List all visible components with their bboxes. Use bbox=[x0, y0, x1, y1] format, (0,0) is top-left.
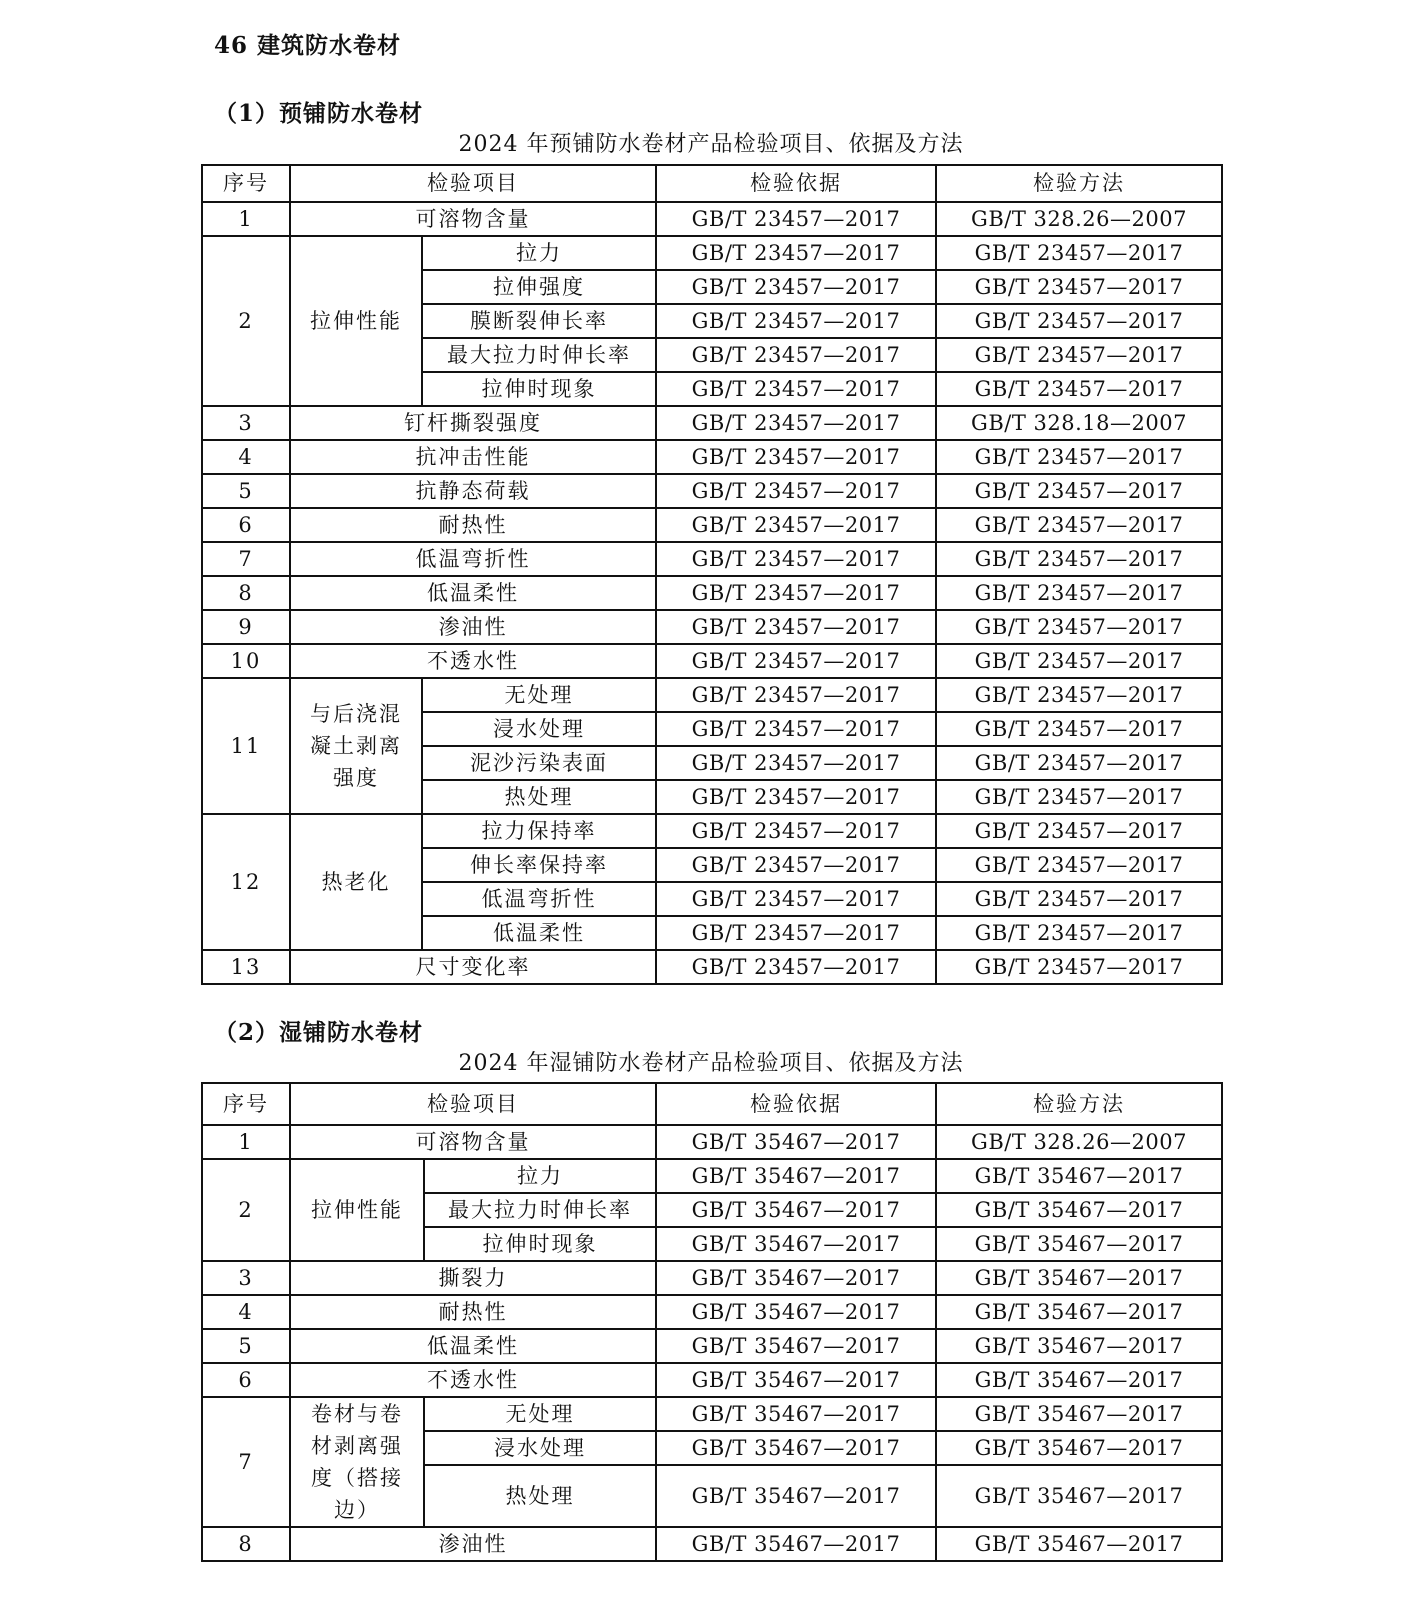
row-basis: GB/T 35467—2017 bbox=[656, 1125, 936, 1159]
row-basis: GB/T 35467—2017 bbox=[656, 1527, 936, 1561]
row-method: GB/T 23457—2017 bbox=[936, 338, 1222, 372]
table-row bbox=[202, 1363, 1222, 1397]
row-method: GB/T 328.26—2007 bbox=[936, 1125, 1222, 1159]
row-no: 8 bbox=[202, 1527, 290, 1561]
header-basis: 检验依据 bbox=[656, 165, 936, 202]
row-basis: GB/T 35467—2017 bbox=[656, 1397, 936, 1431]
row-no: 2 bbox=[202, 1159, 290, 1261]
row-basis: GB/T 35467—2017 bbox=[656, 1193, 936, 1227]
row-no: 6 bbox=[202, 1363, 290, 1397]
table-row bbox=[202, 576, 1222, 610]
row-subitem: 无处理 bbox=[422, 678, 656, 712]
header-basis: 检验依据 bbox=[656, 1083, 936, 1125]
row-group: 与后浇混凝土剥离强度 bbox=[290, 678, 422, 814]
row-subitem: 浸水处理 bbox=[424, 1431, 656, 1465]
row-item: 不透水性 bbox=[290, 644, 656, 678]
section1-table-caption: 2024 年预铺防水卷材产品检验项目、依据及方法 bbox=[458, 132, 964, 157]
row-subitem: 低温弯折性 bbox=[422, 882, 656, 916]
row-basis: GB/T 23457—2017 bbox=[656, 644, 936, 678]
table-row bbox=[202, 950, 1222, 984]
row-no: 12 bbox=[202, 814, 290, 950]
row-subitem: 拉力保持率 bbox=[422, 814, 656, 848]
row-no: 2 bbox=[202, 236, 290, 406]
row-method: GB/T 23457—2017 bbox=[936, 372, 1222, 406]
row-subitem: 低温柔性 bbox=[422, 916, 656, 950]
row-method: GB/T 23457—2017 bbox=[936, 474, 1222, 508]
header-no: 序号 bbox=[202, 165, 290, 202]
row-method: GB/T 23457—2017 bbox=[936, 848, 1222, 882]
row-subitem: 拉伸时现象 bbox=[422, 372, 656, 406]
row-method: GB/T 23457—2017 bbox=[936, 270, 1222, 304]
row-basis: GB/T 23457—2017 bbox=[656, 338, 936, 372]
row-method: GB/T 23457—2017 bbox=[936, 814, 1222, 848]
row-basis: GB/T 23457—2017 bbox=[656, 508, 936, 542]
row-group: 拉伸性能 bbox=[290, 1159, 424, 1261]
row-item: 低温弯折性 bbox=[290, 542, 656, 576]
section1-heading: （1）预铺防水卷材 bbox=[214, 100, 424, 127]
row-no: 7 bbox=[202, 1397, 290, 1527]
header-no: 序号 bbox=[202, 1083, 290, 1125]
row-basis: GB/T 35467—2017 bbox=[656, 1261, 936, 1295]
row-item: 低温柔性 bbox=[290, 1329, 656, 1363]
row-basis: GB/T 23457—2017 bbox=[656, 406, 936, 440]
row-method: GB/T 23457—2017 bbox=[936, 712, 1222, 746]
page-heading: 46 建筑防水卷材 bbox=[214, 32, 402, 59]
row-subitem: 膜断裂伸长率 bbox=[422, 304, 656, 338]
row-subitem: 最大拉力时伸长率 bbox=[424, 1193, 656, 1227]
row-basis: GB/T 35467—2017 bbox=[656, 1465, 936, 1527]
row-no: 4 bbox=[202, 440, 290, 474]
row-group: 卷材与卷材剥离强度（搭接边） bbox=[290, 1397, 424, 1527]
row-no: 1 bbox=[202, 1125, 290, 1159]
row-item: 钉杆撕裂强度 bbox=[290, 406, 656, 440]
row-basis: GB/T 35467—2017 bbox=[656, 1329, 936, 1363]
row-basis: GB/T 35467—2017 bbox=[656, 1431, 936, 1465]
row-item: 渗油性 bbox=[290, 610, 656, 644]
row-basis: GB/T 35467—2017 bbox=[656, 1295, 936, 1329]
header-method: 检验方法 bbox=[936, 165, 1222, 202]
row-basis: GB/T 23457—2017 bbox=[656, 372, 936, 406]
row-no: 8 bbox=[202, 576, 290, 610]
table-row bbox=[202, 678, 1222, 712]
row-method: GB/T 23457—2017 bbox=[936, 610, 1222, 644]
row-subitem: 拉伸时现象 bbox=[424, 1227, 656, 1261]
row-basis: GB/T 23457—2017 bbox=[656, 610, 936, 644]
row-method: GB/T 23457—2017 bbox=[936, 576, 1222, 610]
table-row bbox=[202, 508, 1222, 542]
row-basis: GB/T 23457—2017 bbox=[656, 542, 936, 576]
row-subitem: 浸水处理 bbox=[422, 712, 656, 746]
table-row bbox=[202, 1261, 1222, 1295]
header-method: 检验方法 bbox=[936, 1083, 1222, 1125]
table-row bbox=[202, 1329, 1222, 1363]
header-item: 检验项目 bbox=[290, 1083, 656, 1125]
row-method: GB/T 35467—2017 bbox=[936, 1295, 1222, 1329]
row-item: 耐热性 bbox=[290, 508, 656, 542]
table-row bbox=[202, 1397, 1222, 1431]
row-method: GB/T 23457—2017 bbox=[936, 236, 1222, 270]
row-method: GB/T 35467—2017 bbox=[936, 1159, 1222, 1193]
row-basis: GB/T 35467—2017 bbox=[656, 1363, 936, 1397]
table-header-row bbox=[202, 165, 1222, 202]
row-no: 6 bbox=[202, 508, 290, 542]
row-item: 可溶物含量 bbox=[290, 1125, 656, 1159]
row-basis: GB/T 35467—2017 bbox=[656, 1159, 936, 1193]
row-item: 抗冲击性能 bbox=[290, 440, 656, 474]
row-method: GB/T 35467—2017 bbox=[936, 1431, 1222, 1465]
row-item: 可溶物含量 bbox=[290, 202, 656, 236]
row-method: GB/T 23457—2017 bbox=[936, 678, 1222, 712]
row-basis: GB/T 23457—2017 bbox=[656, 576, 936, 610]
table-row bbox=[202, 814, 1222, 848]
row-item: 耐热性 bbox=[290, 1295, 656, 1329]
row-item: 抗静态荷载 bbox=[290, 474, 656, 508]
row-no: 1 bbox=[202, 202, 290, 236]
row-method: GB/T 35467—2017 bbox=[936, 1397, 1222, 1431]
table-row bbox=[202, 406, 1222, 440]
row-method: GB/T 23457—2017 bbox=[936, 950, 1222, 984]
row-item: 撕裂力 bbox=[290, 1261, 656, 1295]
row-item: 低温柔性 bbox=[290, 576, 656, 610]
row-no: 4 bbox=[202, 1295, 290, 1329]
row-basis: GB/T 23457—2017 bbox=[656, 882, 936, 916]
row-basis: GB/T 23457—2017 bbox=[656, 780, 936, 814]
row-basis: GB/T 35467—2017 bbox=[656, 1227, 936, 1261]
row-no: 5 bbox=[202, 1329, 290, 1363]
header-item: 检验项目 bbox=[290, 165, 656, 202]
row-subitem: 最大拉力时伸长率 bbox=[422, 338, 656, 372]
row-subitem: 泥沙污染表面 bbox=[422, 746, 656, 780]
row-method: GB/T 23457—2017 bbox=[936, 440, 1222, 474]
section2-heading: （2）湿铺防水卷材 bbox=[214, 1019, 424, 1046]
table-row bbox=[202, 610, 1222, 644]
table-row bbox=[202, 1159, 1222, 1193]
row-basis: GB/T 23457—2017 bbox=[656, 236, 936, 270]
row-subitem: 热处理 bbox=[424, 1465, 656, 1527]
row-no: 11 bbox=[202, 678, 290, 814]
row-method: GB/T 328.26—2007 bbox=[936, 202, 1222, 236]
row-subitem: 无处理 bbox=[424, 1397, 656, 1431]
row-item: 不透水性 bbox=[290, 1363, 656, 1397]
row-method: GB/T 35467—2017 bbox=[936, 1465, 1222, 1527]
row-method: GB/T 23457—2017 bbox=[936, 916, 1222, 950]
section1-table bbox=[201, 164, 1223, 985]
row-no: 3 bbox=[202, 1261, 290, 1295]
row-subitem: 拉力 bbox=[424, 1159, 656, 1193]
row-method: GB/T 328.18—2007 bbox=[936, 406, 1222, 440]
row-item: 尺寸变化率 bbox=[290, 950, 656, 984]
table-row bbox=[202, 1295, 1222, 1329]
table-row bbox=[202, 644, 1222, 678]
row-basis: GB/T 23457—2017 bbox=[656, 916, 936, 950]
row-method: GB/T 23457—2017 bbox=[936, 746, 1222, 780]
row-subitem: 拉力 bbox=[422, 236, 656, 270]
row-basis: GB/T 23457—2017 bbox=[656, 304, 936, 338]
row-method: GB/T 23457—2017 bbox=[936, 644, 1222, 678]
row-no: 9 bbox=[202, 610, 290, 644]
row-method: GB/T 35467—2017 bbox=[936, 1363, 1222, 1397]
row-method: GB/T 23457—2017 bbox=[936, 882, 1222, 916]
row-no: 3 bbox=[202, 406, 290, 440]
table-row bbox=[202, 1527, 1222, 1561]
row-item: 渗油性 bbox=[290, 1527, 656, 1561]
row-basis: GB/T 23457—2017 bbox=[656, 848, 936, 882]
table-row bbox=[202, 202, 1222, 236]
table-row bbox=[202, 474, 1222, 508]
table-row bbox=[202, 1125, 1222, 1159]
row-method: GB/T 23457—2017 bbox=[936, 508, 1222, 542]
table-row bbox=[202, 440, 1222, 474]
row-method: GB/T 35467—2017 bbox=[936, 1527, 1222, 1561]
row-basis: GB/T 23457—2017 bbox=[656, 440, 936, 474]
row-method: GB/T 23457—2017 bbox=[936, 542, 1222, 576]
row-basis: GB/T 23457—2017 bbox=[656, 270, 936, 304]
row-subitem: 热处理 bbox=[422, 780, 656, 814]
row-method: GB/T 35467—2017 bbox=[936, 1227, 1222, 1261]
row-basis: GB/T 23457—2017 bbox=[656, 678, 936, 712]
row-method: GB/T 23457—2017 bbox=[936, 304, 1222, 338]
row-group: 拉伸性能 bbox=[290, 236, 422, 406]
table-row bbox=[202, 236, 1222, 270]
table-row bbox=[202, 542, 1222, 576]
table-header-row bbox=[202, 1083, 1222, 1125]
row-method: GB/T 35467—2017 bbox=[936, 1261, 1222, 1295]
row-group: 热老化 bbox=[290, 814, 422, 950]
row-method: GB/T 35467—2017 bbox=[936, 1329, 1222, 1363]
row-basis: GB/T 23457—2017 bbox=[656, 746, 936, 780]
row-subitem: 伸长率保持率 bbox=[422, 848, 656, 882]
row-basis: GB/T 23457—2017 bbox=[656, 202, 936, 236]
row-method: GB/T 35467—2017 bbox=[936, 1193, 1222, 1227]
row-no: 13 bbox=[202, 950, 290, 984]
row-basis: GB/T 23457—2017 bbox=[656, 814, 936, 848]
row-no: 5 bbox=[202, 474, 290, 508]
row-no: 7 bbox=[202, 542, 290, 576]
section2-table bbox=[201, 1082, 1223, 1562]
row-basis: GB/T 23457—2017 bbox=[656, 474, 936, 508]
row-no: 10 bbox=[202, 644, 290, 678]
row-basis: GB/T 23457—2017 bbox=[656, 712, 936, 746]
section2-table-caption: 2024 年湿铺防水卷材产品检验项目、依据及方法 bbox=[458, 1051, 964, 1076]
row-method: GB/T 23457—2017 bbox=[936, 780, 1222, 814]
row-basis: GB/T 23457—2017 bbox=[656, 950, 936, 984]
row-subitem: 拉伸强度 bbox=[422, 270, 656, 304]
